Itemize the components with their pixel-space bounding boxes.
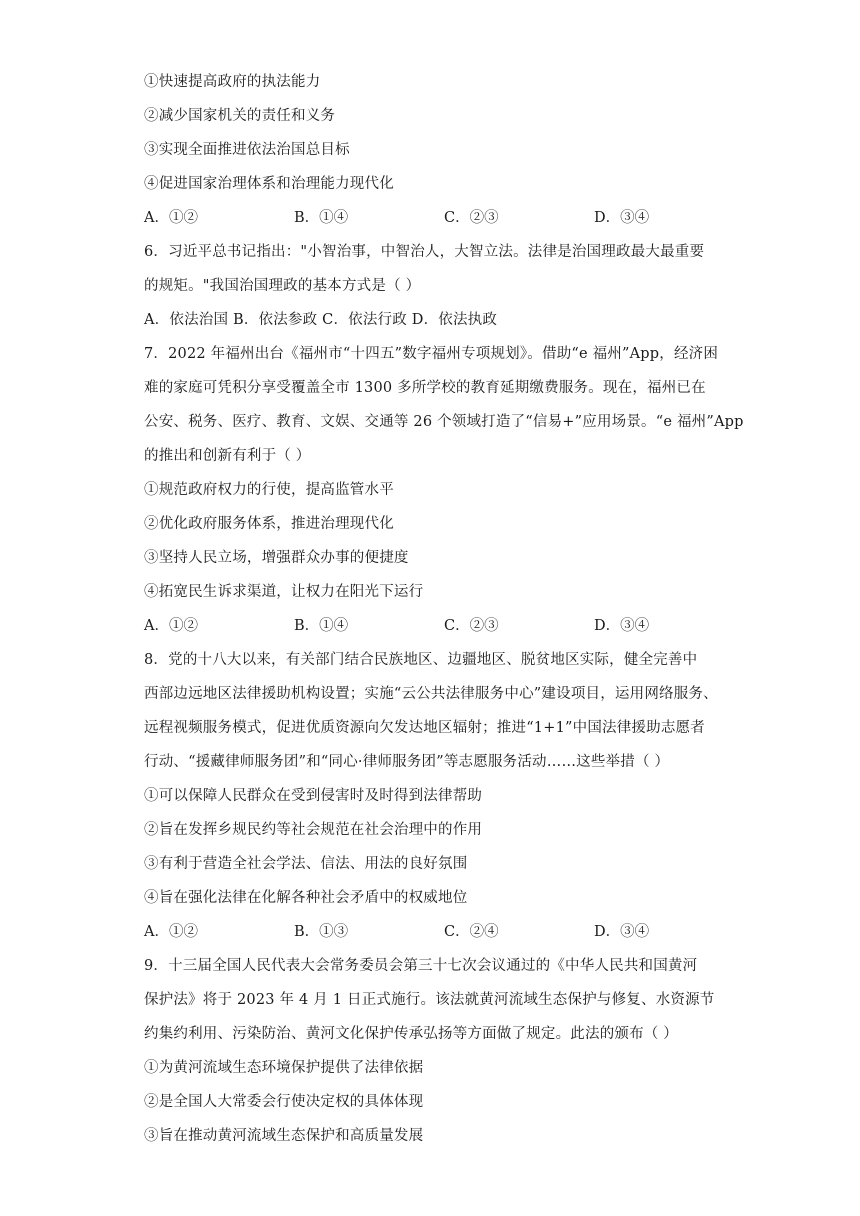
- q8-statement-1: ①可以保障人民群众在受到侵害时及时得到法律帮助: [144, 788, 483, 804]
- q5-option-a: A．①②: [144, 210, 198, 226]
- q5-option-d: D．③④: [594, 210, 650, 226]
- q7-statement-1: ①规范政府权力的行使，提高监管水平: [144, 482, 394, 498]
- q8-stem-line-1: 8．党的十八大以来，有关部门结合民族地区、边疆地区、脱贫地区实际，健全完善中: [144, 652, 698, 668]
- q7-option-a: A．①②: [144, 618, 198, 634]
- q9-statement-1: ①为黄河流域生态环境保护提供了法律依据: [144, 1060, 424, 1076]
- q7-option-d: D．③④: [594, 618, 650, 634]
- q7-stem-line-1: 7．2022 年福州出台《福州市“十四五”数字福州专项规划》。借助“e 福州”App，经济困: [144, 346, 719, 362]
- q9-stem-line-2: 保护法》将于 2023 年 4 月 1 日正式施行。该法就黄河流域生态保护与修复、水资源节: [144, 992, 715, 1008]
- q9-stem-line-3: 约集约利用、污染防治、黄河文化保护传承弘扬等方面做了规定。此法的颁布（ ）: [144, 1026, 679, 1042]
- q5-statement-4: ④促进国家治理体系和治理能力现代化: [144, 176, 394, 192]
- q7-stem-line-3: 公安、税务、医疗、教育、文娱、交通等 26 个领域打造了“信易+”应用场景。“e 福州”App: [144, 414, 744, 430]
- q7-statement-3: ③坚持人民立场，增强群众办事的便捷度: [144, 550, 409, 566]
- q6-stem-line-2: 的规矩。"我国治国理政的基本方式是（ ）: [144, 278, 421, 294]
- q5-option-b: B．①④: [294, 210, 349, 226]
- q8-option-d: D．③④: [594, 924, 650, 940]
- q8-option-b: B．①③: [294, 924, 349, 940]
- q8-stem-line-2: 西部边远地区法律援助机构设置；实施“云公共法律服务中心”建设项目，运用网络服务、: [144, 686, 718, 702]
- q8-option-a: A．①②: [144, 924, 198, 940]
- q9-statement-2: ②是全国人大常委会行使决定权的具体体现: [144, 1094, 424, 1110]
- q7-stem-line-4: 的推出和创新有利于（ ）: [144, 448, 311, 464]
- q5-statement-3: ③实现全面推进依法治国总目标: [144, 142, 350, 158]
- q8-statement-4: ④旨在强化法律在化解各种社会矛盾中的权威地位: [144, 890, 468, 906]
- q7-option-c: C．②③: [444, 618, 499, 634]
- q7-statement-2: ②优化政府服务体系，推进治理现代化: [144, 516, 394, 532]
- q7-statement-4: ④拓宽民生诉求渠道，让权力在阳光下运行: [144, 584, 424, 600]
- q5-option-c: C．②③: [444, 210, 499, 226]
- q9-stem-line-1: 9．十三届全国人民代表大会常务委员会第三十七次会议通过的《中华人民共和国黄河: [144, 958, 698, 974]
- q6-stem-line-1: 6．习近平总书记指出："小智治事，中智治人，大智立法。法律是治国理政最大最重要: [144, 244, 705, 260]
- q8-statement-3: ③有利于营造全社会学法、信法、用法的良好氛围: [144, 856, 468, 872]
- q8-stem-line-4: 行动、“援藏律师服务团”和“同心·律师服务团”等志愿服务活动……这些举措（ ）: [144, 754, 670, 770]
- q5-statement-1: ①快速提高政府的执法能力: [144, 74, 321, 90]
- q9-statement-3: ③旨在推动黄河流域生态保护和高质量发展: [144, 1128, 424, 1144]
- q7-stem-line-2: 难的家庭可凭积分享受覆盖全市 1300 多所学校的教育延期缴费服务。现在，福州已在: [144, 380, 706, 396]
- q8-option-c: C．②④: [444, 924, 499, 940]
- q6-options: A．依法治国 B．依法参政 C．依法行政 D．依法执政: [144, 312, 498, 328]
- q8-stem-line-3: 远程视频服务模式，促进优质资源向欠发达地区辐射；推进“1+1”中国法律援助志愿者: [144, 720, 705, 736]
- q5-statement-2: ②减少国家机关的责任和义务: [144, 108, 336, 124]
- q7-option-b: B．①④: [294, 618, 349, 634]
- q8-statement-2: ②旨在发挥乡规民约等社会规范在社会治理中的作用: [144, 822, 483, 838]
